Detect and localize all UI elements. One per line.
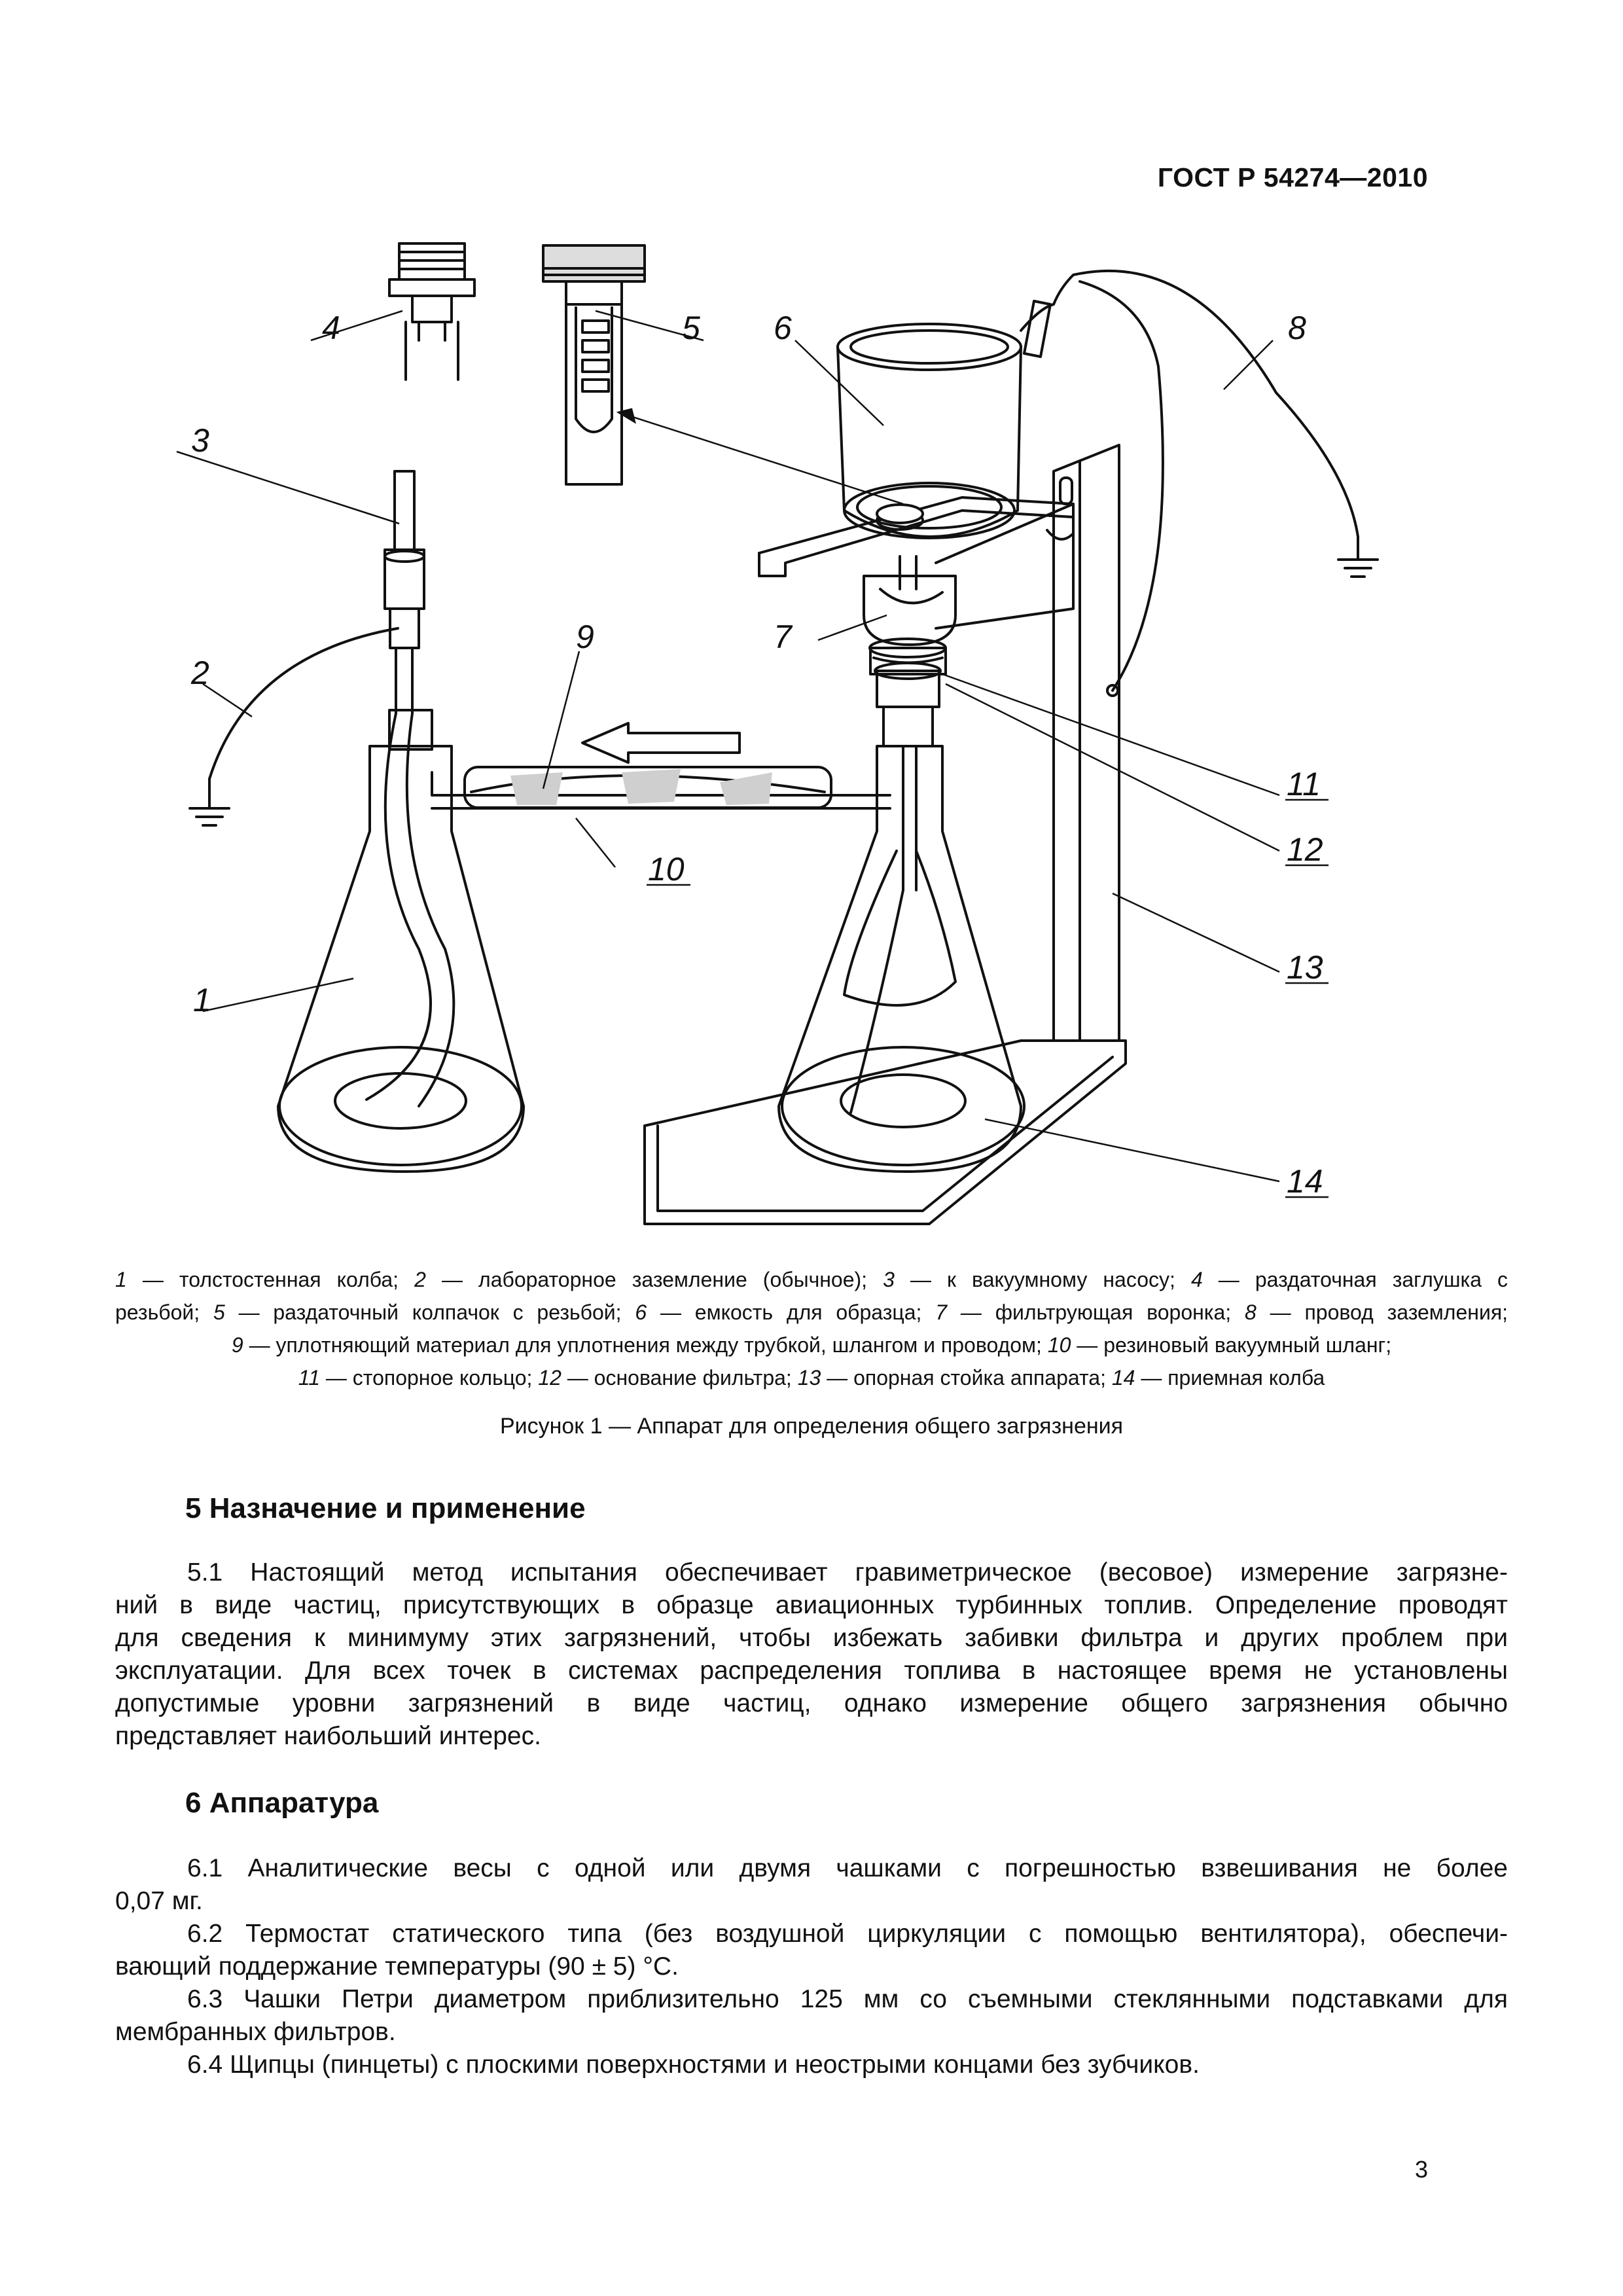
sealing-material-fill xyxy=(510,769,772,805)
filter-base-drawing xyxy=(870,639,946,707)
item-6-4: 6.4 Щипцы (пинцеты) с плоскими поверхностями и неострыми концами без зубчиков. xyxy=(187,2051,1200,2079)
apparatus-tray-drawing xyxy=(645,1041,1126,1224)
item-6-3: 6.3 Чашки Петри диаметром приблизительно 125 мм со съемными стеклянными подставками для xyxy=(187,1985,1508,2013)
item-6-2: 6.2 Термостат статического типа (без воздушной циркуляции с помощью вентилятора), обеспечи- xyxy=(187,1920,1508,1948)
figure-caption: Рисунок 1 — Аппарат для определения общего загрязнения xyxy=(499,1414,1124,1439)
dispensing-cap-drawing xyxy=(543,245,645,484)
receiving-flask-drawing xyxy=(779,707,1024,1172)
callout-4: 4 xyxy=(322,310,340,346)
legend-line: резьбой; 5 — раздаточный колпачок с резьбой; 6 — емкость для образца; 7 — фильтрующая воронка; 8 — провод заземления; xyxy=(115,1300,1508,1324)
section-6-heading: 6 Аппаратура xyxy=(185,1787,379,1819)
callout-11: 11 xyxy=(1287,766,1321,802)
legend-line: 9 — уплотняющий материал для уплотнения между трубкой, шлангом и проводом; 10 — резиновый вакуумный шланг; xyxy=(231,1333,1392,1357)
callout-1: 1 xyxy=(193,982,211,1018)
callout-8: 8 xyxy=(1288,310,1306,346)
vacuum-tube-drawing xyxy=(385,471,424,713)
figure-legend xyxy=(115,1263,1508,1394)
callout-13: 13 xyxy=(1287,949,1323,986)
thick-wall-flask-drawing xyxy=(278,710,524,1172)
section-6-list: 6.1 Аналитические весы с одной или двумя чашками с погрешностью взвешивания не более 0,07 мг. 6.2 Термостат статического типа (без воздушной циркуляции с помощью вентилятора), обеспечи- вающий поддержание температуры (90 ± 5) °С. 6.3 Чашки Петри диаметром приблизительно 125 мм со съемными стеклянными подставками для мембранных фильтров. 6.4 Щипцы (пинцеты) с плоскими поверхностями и неострыми концами без зубчиков. xyxy=(115,1852,1508,2081)
callout-14: 14 xyxy=(1287,1163,1323,1200)
section-5-heading: 5 Назначение и применение xyxy=(185,1492,586,1524)
leader-lines xyxy=(177,311,1279,1181)
callout-10: 10 xyxy=(648,851,685,888)
ground-symbol-left xyxy=(190,779,229,825)
flow-direction-arrow xyxy=(582,723,740,762)
callout-6: 6 xyxy=(774,310,792,346)
callout-5: 5 xyxy=(682,310,700,346)
section-5-paragraph: 5.1 Настоящий метод испытания обеспечивает гравиметрическое (весовое) измерение загрязне- ний в виде частиц, присутствующих в образце авиационных турбинных топлив. Определение проводят для сведения к минимуму этих загрязнений, чтобы избежать забивки фильтра и других проблем при эксплуатации. Для всех точек в системах распределения топлива в настоящее время не установлены допустимые уровни загрязнений в виде частиц, однако измерение общего загрязнения обычно представляет наибольший интерес. xyxy=(115,1558,1508,1750)
callout-2: 2 xyxy=(191,655,209,691)
item-6-1: 6.1 Аналитические весы с одной или двумя чашками с погрешностью взвешивания не более xyxy=(187,1854,1508,1882)
page-number: 3 xyxy=(1414,2156,1428,2183)
legend-line: 1 — толстостенная колба; 2 — лабораторное заземление (обычное); 3 — к вакуумному насосу; 4 — раздаточная заглушка с xyxy=(115,1268,1508,1291)
ground-symbol-right xyxy=(1338,537,1378,577)
callout-3: 3 xyxy=(191,422,209,459)
callout-7: 7 xyxy=(774,619,792,655)
callout-underlines xyxy=(647,800,1329,1197)
legend-line: 11 — стопорное кольцо; 12 — основание фильтра; 13 — опорная стойка аппарата; 14 — приемная колба xyxy=(298,1366,1325,1390)
callout-9: 9 xyxy=(576,619,594,655)
document-code: ГОСТ Р 54274—2010 xyxy=(1157,162,1428,192)
filter-funnel-drawing xyxy=(864,556,955,645)
callout-12: 12 xyxy=(1287,831,1323,868)
